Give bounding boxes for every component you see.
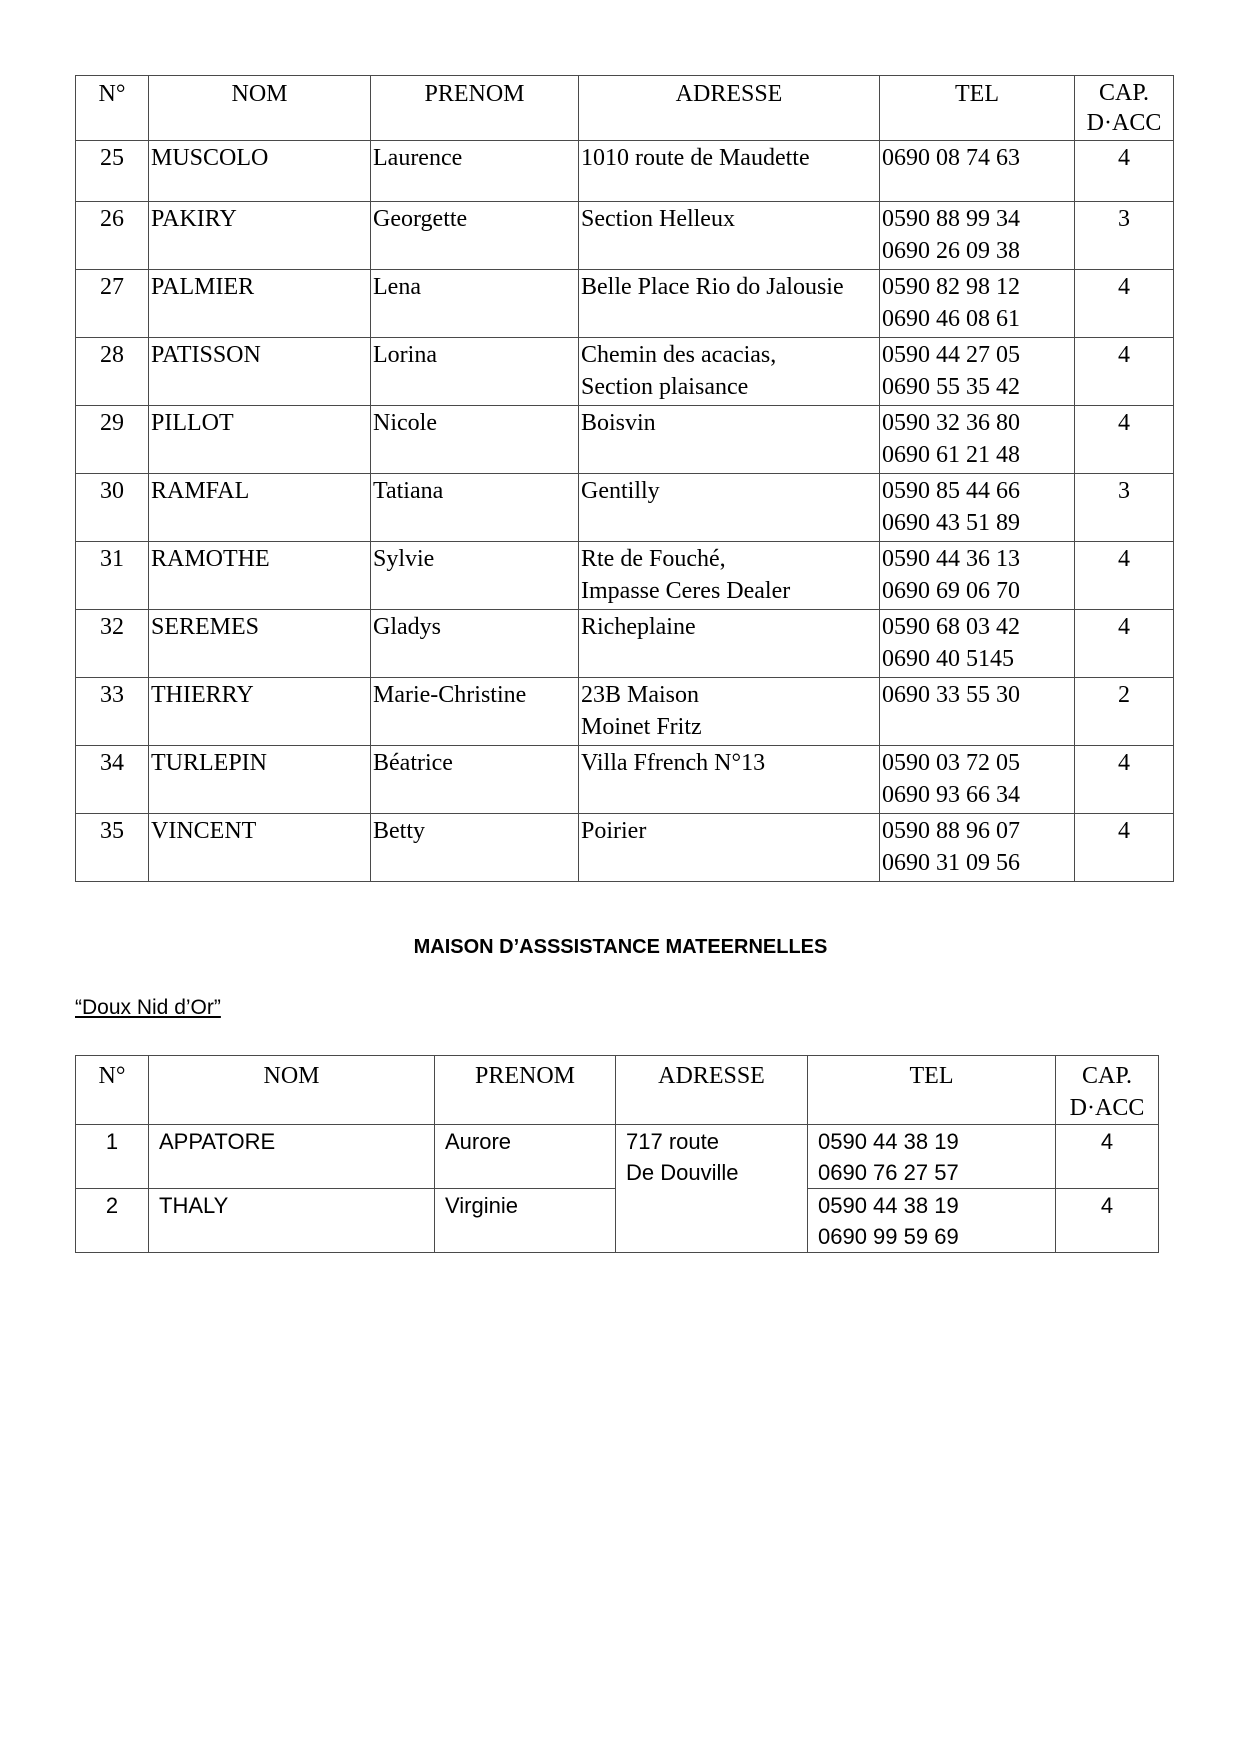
- cell-numero: 28: [76, 338, 149, 406]
- cell-capacite: 4: [1075, 542, 1174, 610]
- phone-number: 0590 32 36 80: [882, 410, 1020, 436]
- cell-adresse: [616, 1125, 808, 1253]
- phone-number: 0690 61 21 48: [882, 442, 1020, 468]
- cell-numero: 26: [76, 202, 149, 270]
- header-tel: TEL: [880, 76, 1075, 141]
- table-row: [76, 610, 1174, 678]
- header-nom: NOM: [149, 1056, 435, 1125]
- table-row: [76, 542, 1174, 610]
- phone-number: 0690 40 5145: [882, 646, 1014, 672]
- address-line: Richeplaine: [581, 614, 696, 640]
- phone-number: 0690 08 74 63: [882, 145, 1020, 171]
- header-capacite: CAP. D·ACC: [1075, 76, 1174, 141]
- phone-number: 0690 26 09 38: [882, 238, 1020, 264]
- header-adresse: ADRESSE: [616, 1056, 808, 1125]
- cell-tel: [880, 338, 1075, 406]
- assistantes-table: [75, 75, 1174, 882]
- header-prenom: PRENOM: [371, 76, 579, 141]
- address-line: De Douville: [626, 1160, 739, 1185]
- cell-capacite: 4: [1075, 141, 1174, 202]
- cell-prenom: Lorina: [371, 338, 579, 406]
- address-line: Chemin des acacias,: [581, 342, 777, 368]
- cell-tel: [880, 141, 1075, 202]
- phone-number: 0590 44 38 19: [818, 1193, 959, 1218]
- phone-number: 0690 76 27 57: [818, 1160, 959, 1185]
- cell-capacite: 4: [1056, 1189, 1159, 1253]
- phone-number: 0690 46 08 61: [882, 306, 1020, 332]
- phone-number: 0690 69 06 70: [882, 578, 1020, 604]
- table-row: [76, 202, 1174, 270]
- cell-nom: VINCENT: [149, 814, 371, 882]
- table-header-row: [76, 76, 1174, 141]
- address-line: 23B Maison: [581, 682, 700, 708]
- cell-adresse: [579, 678, 880, 746]
- cell-tel: [880, 406, 1075, 474]
- header-numero: N°: [76, 1056, 149, 1125]
- cell-prenom: Virginie: [435, 1189, 616, 1253]
- cell-numero: 30: [76, 474, 149, 542]
- address-line: Gentilly: [581, 478, 660, 504]
- mam-table: [75, 1055, 1159, 1253]
- address-line: 1010 route de Maudette: [581, 145, 810, 171]
- cell-tel: [808, 1125, 1056, 1189]
- phone-number: 0690 55 35 42: [882, 374, 1020, 400]
- cell-prenom: Marie-Christine: [371, 678, 579, 746]
- cell-numero: 34: [76, 746, 149, 814]
- address-line: 717 route: [626, 1129, 719, 1154]
- cell-prenom: Gladys: [371, 610, 579, 678]
- cell-adresse: [579, 406, 880, 474]
- header-tel: TEL: [808, 1056, 1056, 1125]
- cell-capacite: 4: [1075, 746, 1174, 814]
- header-nom: NOM: [149, 76, 371, 141]
- cell-capacite: 4: [1075, 270, 1174, 338]
- cell-numero: 32: [76, 610, 149, 678]
- mam-name: “Doux Nid d’Or”: [75, 996, 221, 1019]
- cell-nom: THALY: [149, 1189, 435, 1253]
- cell-nom: PALMIER: [149, 270, 371, 338]
- phone-number: 0590 88 96 07: [882, 818, 1020, 844]
- cell-nom: APPATORE: [149, 1125, 435, 1189]
- cell-capacite: 3: [1075, 202, 1174, 270]
- address-line: Villa Ffrench N°13: [581, 750, 766, 776]
- cell-adresse: [579, 610, 880, 678]
- cell-adresse: [579, 338, 880, 406]
- cell-nom: SEREMES: [149, 610, 371, 678]
- phone-number: 0590 68 03 42: [882, 614, 1020, 640]
- cell-numero: 2: [76, 1189, 149, 1253]
- phone-number: 0690 43 51 89: [882, 510, 1020, 536]
- cell-adresse: [579, 202, 880, 270]
- cell-adresse: [579, 814, 880, 882]
- address-line: Impasse Ceres Dealer: [581, 578, 791, 604]
- phone-number: 0590 85 44 66: [882, 478, 1020, 504]
- cell-nom: TURLEPIN: [149, 746, 371, 814]
- address-line: Belle Place Rio do Jalousie: [581, 274, 844, 300]
- table-row: [76, 474, 1174, 542]
- cell-numero: 31: [76, 542, 149, 610]
- table-row: [76, 746, 1174, 814]
- cell-nom: RAMOTHE: [149, 542, 371, 610]
- cell-tel: [880, 610, 1075, 678]
- table-row: [76, 338, 1174, 406]
- cell-prenom: Betty: [371, 814, 579, 882]
- address-line: Boisvin: [581, 410, 656, 436]
- header-adresse: ADRESSE: [579, 76, 880, 141]
- address-line: Moinet Fritz: [581, 714, 702, 740]
- table-row: [76, 1125, 1159, 1189]
- phone-number: 0690 33 55 30: [882, 682, 1020, 708]
- phone-number: 0690 93 66 34: [882, 782, 1020, 808]
- cell-capacite: 3: [1075, 474, 1174, 542]
- cell-prenom: Laurence: [371, 141, 579, 202]
- cell-tel: [880, 270, 1075, 338]
- cell-numero: 35: [76, 814, 149, 882]
- cell-nom: THIERRY: [149, 678, 371, 746]
- cell-nom: PATISSON: [149, 338, 371, 406]
- cell-capacite: 2: [1075, 678, 1174, 746]
- cell-adresse: [579, 270, 880, 338]
- cell-capacite: 4: [1056, 1125, 1159, 1189]
- cell-tel: [880, 678, 1075, 746]
- address-line: Poirier: [581, 818, 647, 844]
- header-numero: N°: [76, 76, 149, 141]
- cell-tel: [880, 202, 1075, 270]
- phone-number: 0590 03 72 05: [882, 750, 1020, 776]
- header-capacite: CAP. D·ACC: [1056, 1056, 1159, 1125]
- table-row: [76, 141, 1174, 202]
- cell-prenom: Béatrice: [371, 746, 579, 814]
- cell-numero: 1: [76, 1125, 149, 1189]
- cell-prenom: Georgette: [371, 202, 579, 270]
- cell-prenom: Sylvie: [371, 542, 579, 610]
- phone-number: 0590 88 99 34: [882, 206, 1020, 232]
- address-line: Rte de Fouché,: [581, 546, 726, 572]
- table-row: [76, 678, 1174, 746]
- cell-nom: PAKIRY: [149, 202, 371, 270]
- cell-tel: [808, 1189, 1056, 1253]
- cell-capacite: 4: [1075, 610, 1174, 678]
- table-row: [76, 814, 1174, 882]
- phone-number: 0690 31 09 56: [882, 850, 1020, 876]
- cell-capacite: 4: [1075, 406, 1174, 474]
- header-prenom: PRENOM: [435, 1056, 616, 1125]
- table-row: [76, 406, 1174, 474]
- cell-capacite: 4: [1075, 814, 1174, 882]
- phone-number: 0590 82 98 12: [882, 274, 1020, 300]
- cell-adresse: [579, 474, 880, 542]
- cell-tel: [880, 474, 1075, 542]
- cell-tel: [880, 814, 1075, 882]
- cell-capacite: 4: [1075, 338, 1174, 406]
- cell-tel: [880, 542, 1075, 610]
- cell-adresse: [579, 542, 880, 610]
- cell-adresse: [579, 141, 880, 202]
- cell-numero: 27: [76, 270, 149, 338]
- table-row: [76, 270, 1174, 338]
- cell-numero: 29: [76, 406, 149, 474]
- address-line: Section Helleux: [581, 206, 735, 232]
- cell-prenom: Nicole: [371, 406, 579, 474]
- table-header-row: [76, 1056, 1159, 1125]
- cell-numero: 25: [76, 141, 149, 202]
- cell-nom: MUSCOLO: [149, 141, 371, 202]
- phone-number: 0590 44 38 19: [818, 1129, 959, 1154]
- cell-prenom: Tatiana: [371, 474, 579, 542]
- cell-nom: RAMFAL: [149, 474, 371, 542]
- phone-number: 0590 44 36 13: [882, 546, 1020, 572]
- cell-prenom: Aurore: [435, 1125, 616, 1189]
- phone-number: 0690 99 59 69: [818, 1224, 959, 1249]
- cell-nom: PILLOT: [149, 406, 371, 474]
- cell-numero: 33: [76, 678, 149, 746]
- address-line: Section plaisance: [581, 374, 749, 400]
- phone-number: 0590 44 27 05: [882, 342, 1020, 368]
- cell-adresse: [579, 746, 880, 814]
- section-title: MAISON D’ASSSISTANCE MATEERNELLES: [413, 936, 828, 958]
- cell-tel: [880, 746, 1075, 814]
- cell-prenom: Lena: [371, 270, 579, 338]
